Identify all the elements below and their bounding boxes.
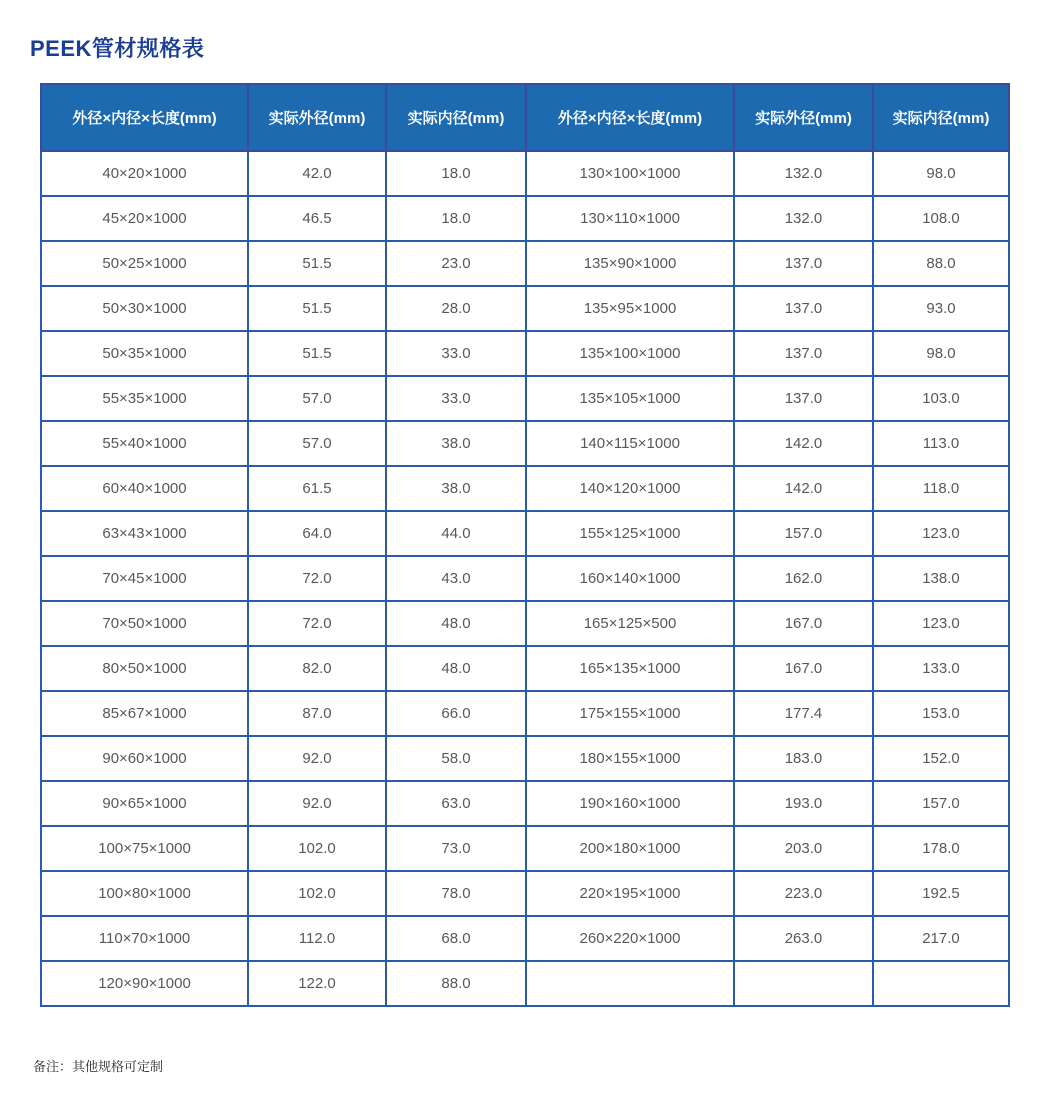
table-cell: 167.0: [734, 601, 873, 646]
table-cell: 175×155×1000: [526, 691, 734, 736]
table-cell: 23.0: [386, 241, 526, 286]
table-cell: 93.0: [873, 286, 1009, 331]
table-cell: 217.0: [873, 916, 1009, 961]
table-cell: 28.0: [386, 286, 526, 331]
header-cell: 实际内径(mm): [386, 84, 526, 151]
table-cell: 142.0: [734, 466, 873, 511]
table-cell: 38.0: [386, 421, 526, 466]
table-cell: 142.0: [734, 421, 873, 466]
table-cell: 44.0: [386, 511, 526, 556]
table-cell: 82.0: [248, 646, 386, 691]
table-row: [41, 826, 1009, 871]
table-cell: 51.5: [248, 241, 386, 286]
table-cell: 38.0: [386, 466, 526, 511]
page-title: PEEK管材规格表: [30, 36, 205, 61]
table-cell: 110×70×1000: [41, 916, 248, 961]
table-cell: 180×155×1000: [526, 736, 734, 781]
table-cell: 33.0: [386, 376, 526, 421]
table-cell: 64.0: [248, 511, 386, 556]
table-cell: 98.0: [873, 331, 1009, 376]
spec-table: [40, 83, 1010, 1007]
table-cell: 130×100×1000: [526, 151, 734, 196]
table-cell: 220×195×1000: [526, 871, 734, 916]
table-cell: 85×67×1000: [41, 691, 248, 736]
table-cell: 132.0: [734, 151, 873, 196]
table-row: [41, 151, 1009, 196]
header-row: [41, 84, 1009, 151]
table-cell: 203.0: [734, 826, 873, 871]
table-cell: 72.0: [248, 601, 386, 646]
table-cell: 123.0: [873, 511, 1009, 556]
table-row: [41, 646, 1009, 691]
header-cell: 实际外径(mm): [734, 84, 873, 151]
table-row: [41, 196, 1009, 241]
table-cell: 100×80×1000: [41, 871, 248, 916]
table-row: [41, 961, 1009, 1006]
table-cell: 48.0: [386, 646, 526, 691]
table-cell: 123.0: [873, 601, 1009, 646]
table-cell: 88.0: [873, 241, 1009, 286]
table-cell: 51.5: [248, 331, 386, 376]
table-cell: 87.0: [248, 691, 386, 736]
table-cell: 112.0: [248, 916, 386, 961]
table-cell: 132.0: [734, 196, 873, 241]
table-cell: 135×100×1000: [526, 331, 734, 376]
table-cell: 57.0: [248, 376, 386, 421]
table-cell: 193.0: [734, 781, 873, 826]
table-cell: 90×60×1000: [41, 736, 248, 781]
table-cell: 155×125×1000: [526, 511, 734, 556]
table-cell: 102.0: [248, 871, 386, 916]
header-cell: 外径×内径×长度(mm): [526, 84, 734, 151]
table-row: [41, 511, 1009, 556]
table-cell: 162.0: [734, 556, 873, 601]
table-cell: 98.0: [873, 151, 1009, 196]
table-cell: 70×45×1000: [41, 556, 248, 601]
table-cell: 68.0: [386, 916, 526, 961]
table-cell: 61.5: [248, 466, 386, 511]
table-cell: 118.0: [873, 466, 1009, 511]
table-cell: 165×135×1000: [526, 646, 734, 691]
table-cell: 58.0: [386, 736, 526, 781]
table-row: [41, 241, 1009, 286]
table-cell: 152.0: [873, 736, 1009, 781]
table-cell: 80×50×1000: [41, 646, 248, 691]
table-cell: 43.0: [386, 556, 526, 601]
table-cell: 183.0: [734, 736, 873, 781]
table-cell: 130×110×1000: [526, 196, 734, 241]
table-cell: 103.0: [873, 376, 1009, 421]
table-cell: 40×20×1000: [41, 151, 248, 196]
table-cell: 135×95×1000: [526, 286, 734, 331]
table-cell: 92.0: [248, 781, 386, 826]
table-cell: 138.0: [873, 556, 1009, 601]
table-cell: 223.0: [734, 871, 873, 916]
table-cell: 18.0: [386, 151, 526, 196]
table-cell: 135×105×1000: [526, 376, 734, 421]
table-row: [41, 871, 1009, 916]
table-row: [41, 916, 1009, 961]
table-cell: 157.0: [734, 511, 873, 556]
table-cell: 177.4: [734, 691, 873, 736]
table-row: [41, 781, 1009, 826]
table-cell: 55×35×1000: [41, 376, 248, 421]
table-cell: 88.0: [386, 961, 526, 1006]
table-cell: 90×65×1000: [41, 781, 248, 826]
table-cell: 260×220×1000: [526, 916, 734, 961]
table-cell: 263.0: [734, 916, 873, 961]
table-cell: 157.0: [873, 781, 1009, 826]
table-cell: 108.0: [873, 196, 1009, 241]
table-cell: 50×25×1000: [41, 241, 248, 286]
table-cell: 137.0: [734, 331, 873, 376]
table-row: [41, 331, 1009, 376]
table-cell: 137.0: [734, 286, 873, 331]
table-cell: 200×180×1000: [526, 826, 734, 871]
table-cell: 18.0: [386, 196, 526, 241]
table-cell: 33.0: [386, 331, 526, 376]
table-cell: 122.0: [248, 961, 386, 1006]
table-cell: 51.5: [248, 286, 386, 331]
table-cell: 57.0: [248, 421, 386, 466]
table-cell: 133.0: [873, 646, 1009, 691]
table-cell: 50×35×1000: [41, 331, 248, 376]
table-cell: 42.0: [248, 151, 386, 196]
table-cell: 70×50×1000: [41, 601, 248, 646]
table-cell: 63×43×1000: [41, 511, 248, 556]
table-cell: 102.0: [248, 826, 386, 871]
table-row: [41, 736, 1009, 781]
table-cell: 160×140×1000: [526, 556, 734, 601]
table-cell: 92.0: [248, 736, 386, 781]
table-cell: 46.5: [248, 196, 386, 241]
table-row: [41, 556, 1009, 601]
table-row: [41, 286, 1009, 331]
table-cell: 190×160×1000: [526, 781, 734, 826]
header-cell: 实际外径(mm): [248, 84, 386, 151]
table-row: [41, 376, 1009, 421]
table-cell: 137.0: [734, 241, 873, 286]
table-cell: 78.0: [386, 871, 526, 916]
table-cell: 120×90×1000: [41, 961, 248, 1006]
table-cell: 178.0: [873, 826, 1009, 871]
table-cell: [734, 961, 873, 1006]
table-cell: 153.0: [873, 691, 1009, 736]
table-cell: 165×125×500: [526, 601, 734, 646]
table-cell: 100×75×1000: [41, 826, 248, 871]
header-cell: 外径×内径×长度(mm): [41, 84, 248, 151]
table-cell: 140×115×1000: [526, 421, 734, 466]
table-cell: 192.5: [873, 871, 1009, 916]
table-cell: 60×40×1000: [41, 466, 248, 511]
table-row: [41, 601, 1009, 646]
table-cell: 113.0: [873, 421, 1009, 466]
table-cell: 72.0: [248, 556, 386, 601]
table-cell: 140×120×1000: [526, 466, 734, 511]
table-row: [41, 466, 1009, 511]
table-row: [41, 421, 1009, 466]
header-cell: 实际内径(mm): [873, 84, 1009, 151]
table-cell: 48.0: [386, 601, 526, 646]
table-cell: 63.0: [386, 781, 526, 826]
table-cell: 45×20×1000: [41, 196, 248, 241]
table-cell: [526, 961, 734, 1006]
table-cell: [873, 961, 1009, 1006]
table-cell: 73.0: [386, 826, 526, 871]
footer-note: 备注：其他规格可定制: [33, 1059, 164, 1074]
table-cell: 50×30×1000: [41, 286, 248, 331]
table-row: [41, 691, 1009, 736]
table-cell: 66.0: [386, 691, 526, 736]
table-cell: 135×90×1000: [526, 241, 734, 286]
table-cell: 137.0: [734, 376, 873, 421]
table-cell: 55×40×1000: [41, 421, 248, 466]
table-cell: 167.0: [734, 646, 873, 691]
